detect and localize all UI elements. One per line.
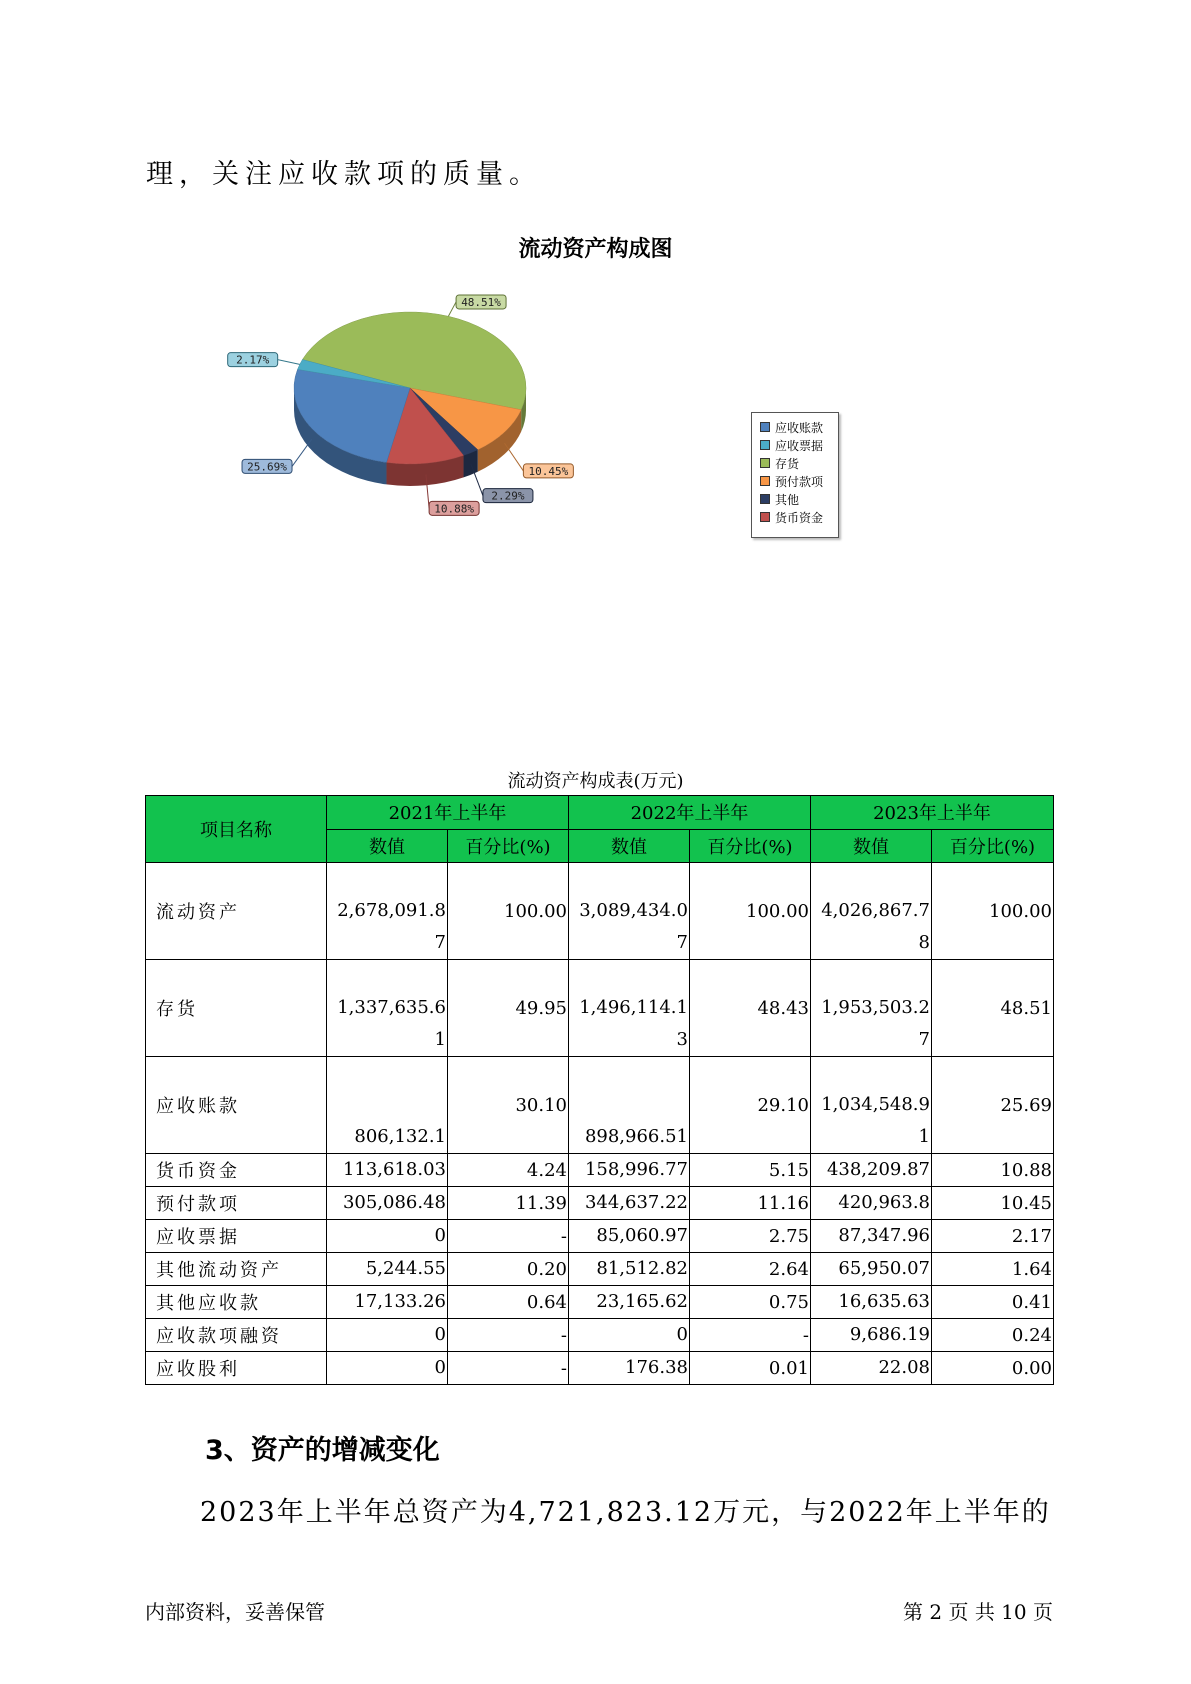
name-header: 项目名称: [146, 796, 327, 863]
table-row: [146, 863, 1054, 960]
percent-cell: 0.24: [932, 1319, 1054, 1352]
current-assets-table: [145, 795, 1054, 1385]
table-row: [146, 960, 1054, 1057]
footer-left: 内部资料，妥善保管: [145, 1600, 325, 1624]
legend-swatch: [760, 440, 770, 450]
value-cell: 113,618.03: [327, 1154, 448, 1187]
pie-label-leader: [292, 439, 312, 466]
pie-data-label: 10.45%: [528, 464, 569, 478]
top-paragraph: 理，关注应收款项的质量。: [146, 159, 542, 190]
value-cell: 806,132.1: [327, 1057, 448, 1154]
value-cell: 0: [327, 1319, 448, 1352]
legend-item: [760, 418, 838, 436]
percent-cell: 25.69: [932, 1057, 1054, 1154]
percent-cell: 2.75: [690, 1220, 811, 1253]
percent-cell: -: [448, 1319, 569, 1352]
percent-cell: 2.17: [932, 1220, 1054, 1253]
value-cell: 5,244.55: [327, 1253, 448, 1286]
value-cell: 344,637.22: [569, 1187, 690, 1220]
percent-header: 百分比(%): [448, 829, 569, 863]
table-row: [146, 1187, 1054, 1220]
percent-cell: 4.24: [448, 1154, 569, 1187]
value-cell: 22.08: [811, 1352, 932, 1385]
legend-swatch: [760, 422, 770, 432]
value-cell: 898,966.51: [569, 1057, 690, 1154]
legend-label: 应收票据: [775, 438, 824, 453]
percent-cell: 48.51: [932, 960, 1054, 1057]
value-cell: 0: [327, 1352, 448, 1385]
period-header-2021: 2021年上半年: [327, 796, 569, 830]
value-header: 数值: [327, 829, 448, 863]
percent-cell: 0.01: [690, 1352, 811, 1385]
pie-data-label: 2.17%: [236, 353, 270, 367]
period-header-2022: 2022年上半年: [569, 796, 811, 830]
percent-header: 百分比(%): [690, 829, 811, 863]
value-cell: 0: [327, 1220, 448, 1253]
value-cell: 17,133.26: [327, 1286, 448, 1319]
pie-label-leader: [278, 360, 300, 365]
pie-data-label: 10.88%: [434, 502, 474, 516]
legend-label: 应收账款: [775, 420, 824, 435]
row-name: 流动资产: [146, 863, 327, 960]
value-cell: 176.38: [569, 1352, 690, 1385]
percent-cell: 100.00: [690, 863, 811, 960]
legend-item: [760, 508, 838, 526]
table-row: [146, 1057, 1054, 1154]
section-heading: 3、资产的增减变化: [205, 1435, 440, 1466]
value-cell: 438,209.87: [811, 1154, 932, 1187]
value-cell: 305,086.48: [327, 1187, 448, 1220]
pie-label-leader: [504, 443, 523, 471]
legend-swatch: [760, 494, 770, 504]
row-name: 存货: [146, 960, 327, 1057]
percent-cell: -: [690, 1319, 811, 1352]
row-name: 其他应收款: [146, 1286, 327, 1319]
legend-item: [760, 472, 838, 490]
percent-cell: 0.41: [932, 1286, 1054, 1319]
value-cell: 65,950.07: [811, 1253, 932, 1286]
footer-page-number: 第 2 页 共 10 页: [903, 1600, 1053, 1624]
legend-label: 货币资金: [775, 510, 824, 525]
percent-cell: -: [448, 1352, 569, 1385]
value-cell: 2,678,091.87: [327, 863, 448, 960]
table-row: [146, 1286, 1054, 1319]
value-cell: 87,347.96: [811, 1220, 932, 1253]
percent-cell: 0.00: [932, 1352, 1054, 1385]
table-row: [146, 1253, 1054, 1286]
row-name: 应收票据: [146, 1220, 327, 1253]
value-cell: 158,996.77: [569, 1154, 690, 1187]
period-header-2023: 2023年上半年: [811, 796, 1054, 830]
percent-cell: 49.95: [448, 960, 569, 1057]
chart-title: 流动资产构成图: [518, 237, 673, 262]
percent-cell: 10.45: [932, 1187, 1054, 1220]
percent-cell: -: [448, 1220, 569, 1253]
value-header: 数值: [811, 829, 932, 863]
table-row: [146, 1220, 1054, 1253]
percent-cell: 10.88: [932, 1154, 1054, 1187]
value-cell: 81,512.82: [569, 1253, 690, 1286]
value-cell: 9,686.19: [811, 1319, 932, 1352]
legend-label: 存货: [775, 456, 800, 471]
row-name: 货币资金: [146, 1154, 327, 1187]
legend-swatch: [760, 458, 770, 468]
pie-label-leader: [448, 302, 456, 316]
percent-cell: 11.39: [448, 1187, 569, 1220]
value-cell: 23,165.62: [569, 1286, 690, 1319]
percent-cell: 1.64: [932, 1253, 1054, 1286]
pie-data-label: 25.69%: [247, 460, 287, 474]
percent-cell: 30.10: [448, 1057, 569, 1154]
percent-cell: 2.64: [690, 1253, 811, 1286]
table-row: [146, 1319, 1054, 1352]
row-name: 应收股利: [146, 1352, 327, 1385]
legend-item: [760, 490, 838, 508]
pie-chart: [236, 290, 660, 570]
row-name: 应收款项融资: [146, 1319, 327, 1352]
chart-legend: [751, 412, 839, 538]
table-caption: 流动资产构成表(万元): [507, 771, 684, 792]
percent-cell: 29.10: [690, 1057, 811, 1154]
percent-cell: 100.00: [932, 863, 1054, 960]
value-cell: 420,963.8: [811, 1187, 932, 1220]
legend-label: 其他: [775, 492, 800, 507]
pie-data-label: 2.29%: [491, 489, 525, 503]
row-name: 应收账款: [146, 1057, 327, 1154]
legend-swatch: [760, 476, 770, 486]
value-cell: 1,953,503.27: [811, 960, 932, 1057]
legend-item: [760, 436, 838, 454]
table-row: [146, 1154, 1054, 1187]
percent-cell: 100.00: [448, 863, 569, 960]
legend-item: [760, 454, 838, 472]
value-header: 数值: [569, 829, 690, 863]
value-cell: 85,060.97: [569, 1220, 690, 1253]
value-cell: 1,496,114.13: [569, 960, 690, 1057]
percent-header: 百分比(%): [932, 829, 1054, 863]
row-name: 预付款项: [146, 1187, 327, 1220]
value-cell: 3,089,434.07: [569, 863, 690, 960]
value-cell: 16,635.63: [811, 1286, 932, 1319]
percent-cell: 48.43: [690, 960, 811, 1057]
legend-swatch: [760, 512, 770, 522]
value-cell: 1,034,548.91: [811, 1057, 932, 1154]
percent-cell: 5.15: [690, 1154, 811, 1187]
percent-cell: 11.16: [690, 1187, 811, 1220]
value-cell: 4,026,867.78: [811, 863, 932, 960]
table-row: [146, 1352, 1054, 1385]
percent-cell: 0.75: [690, 1286, 811, 1319]
legend-label: 预付款项: [775, 474, 824, 489]
value-cell: 1,337,635.61: [327, 960, 448, 1057]
percent-cell: 0.20: [448, 1253, 569, 1286]
row-name: 其他流动资产: [146, 1253, 327, 1286]
value-cell: 0: [569, 1319, 690, 1352]
percent-cell: 0.64: [448, 1286, 569, 1319]
pie-data-label: 48.51%: [461, 295, 501, 309]
bottom-paragraph: 2023年上半年总资产为4,721,823.12万元，与2022年上半年的: [200, 1497, 1051, 1528]
